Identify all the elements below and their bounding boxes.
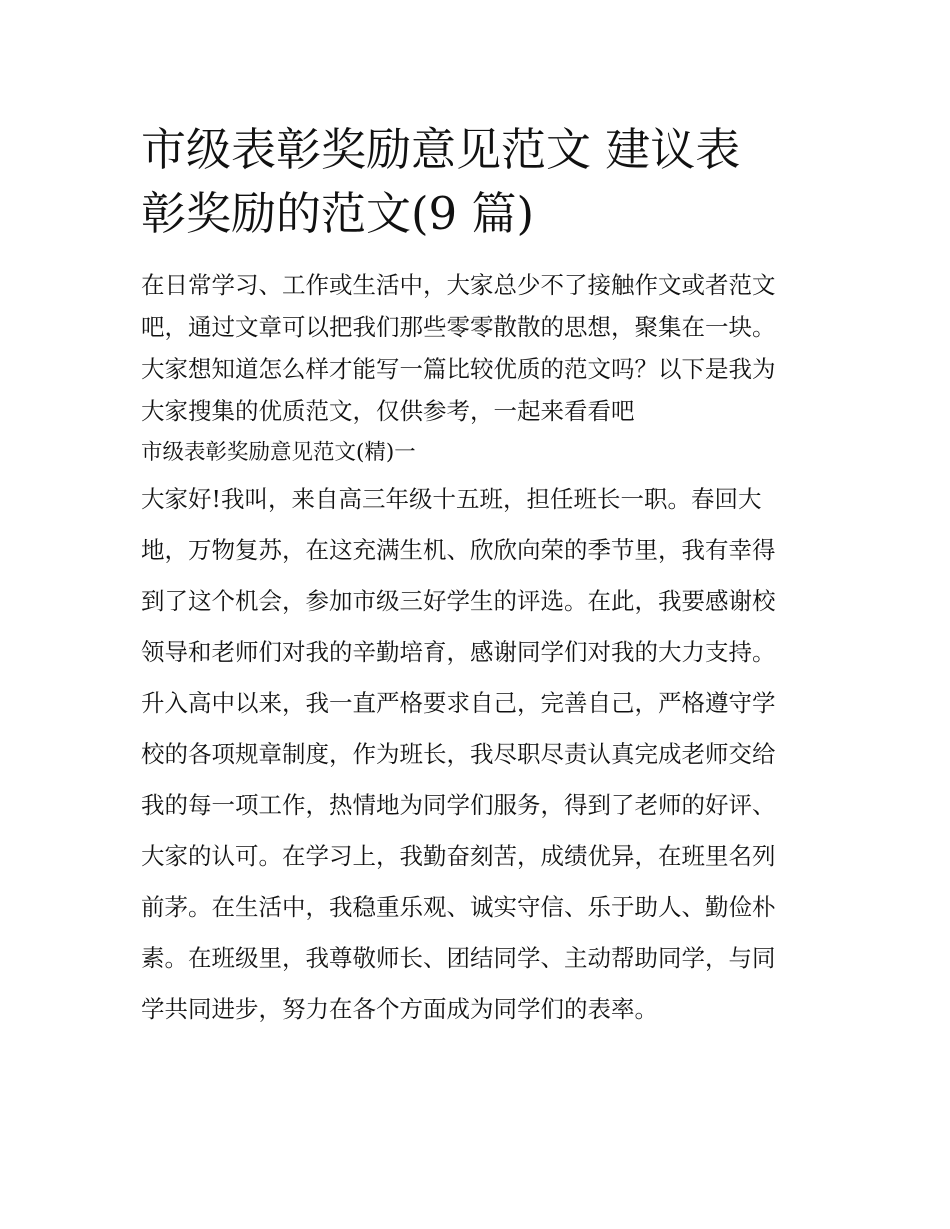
body-line: 学共同进步，努力在各个方面成为同学们的表率。: [141, 995, 658, 1023]
body-line: 领导和老师们对我的辛勤培育，感谢同学们对我的大力支持。: [141, 638, 776, 666]
intro-line: 吧，通过文章可以把我们那些零零散散的思想，聚集在一块。: [141, 313, 776, 341]
body-line: 我的每一项工作，热情地为同学们服务，得到了老师的好评、: [141, 791, 776, 819]
body-line: 地，万物复苏，在这充满生机、欣欣向荣的季节里，我有幸得: [141, 536, 776, 564]
title-line: 彰奖励的范文(9 篇): [141, 187, 535, 240]
body-line: 到了这个机会，参加市级三好学生的评选。在此，我要感谢校: [141, 587, 776, 615]
title-line: 市级表彰奖励意见范文 建议表: [141, 123, 741, 176]
body-line: 前茅。在生活中，我稳重乐观、诚实守信、乐于助人、勤俭朴: [141, 893, 776, 921]
body-line: 升入高中以来，我一直严格要求自己，完善自己，严格遵守学: [141, 689, 776, 717]
intro-line: 大家想知道怎么样才能写一篇比较优质的范文吗？以下是我为: [141, 355, 776, 383]
document-title: [141, 118, 813, 246]
document-content: [141, 118, 813, 1035]
body-line: 素。在班级里，我尊敬师长、团结同学、主动帮助同学，与同: [141, 944, 776, 972]
section-heading: 市级表彰奖励意见范文(精)一: [141, 440, 416, 465]
body-line: 大家好!我叫，来自高三年级十五班，担任班长一职。春回大: [141, 485, 762, 513]
body-paragraph: [141, 474, 813, 1035]
body-line: 校的各项规章制度，作为班长，我尽职尽责认真完成老师交给: [141, 740, 776, 768]
body-line: 大家的认可。在学习上，我勤奋刻苦，成绩优异，在班里名列: [141, 842, 776, 870]
intro-line: 大家搜集的优质范文，仅供参考，一起来看看吧: [141, 397, 635, 425]
intro-line: 在日常学习、工作或生活中，大家总少不了接触作文或者范文: [141, 271, 776, 299]
intro-paragraph: [141, 264, 813, 432]
